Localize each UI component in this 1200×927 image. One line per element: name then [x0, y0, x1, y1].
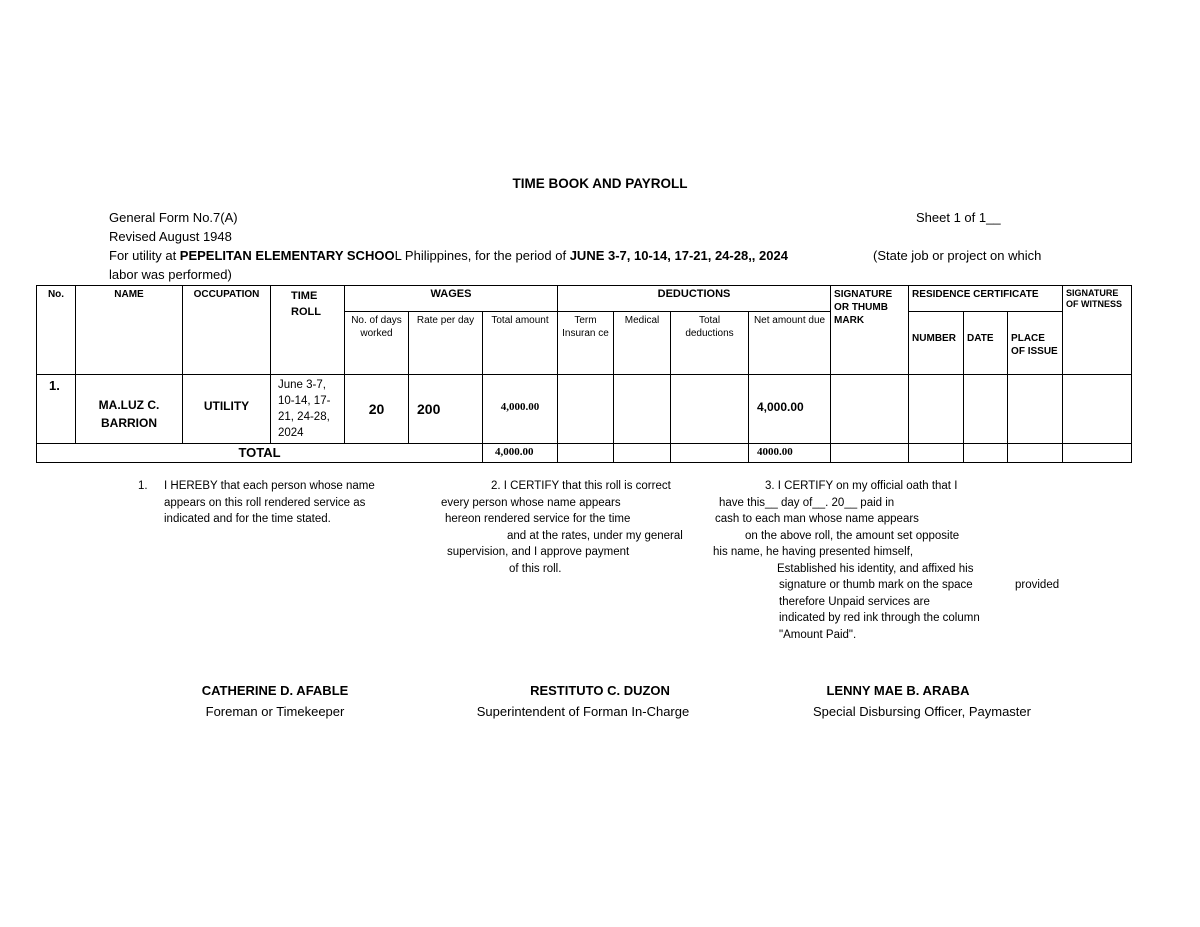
row-days-worked: 20	[345, 375, 409, 444]
cert2-line5: supervision, and I approve payment	[447, 546, 630, 558]
cert2-line2: every person whose name appears	[441, 496, 621, 509]
cert3-line4: on the above roll, the amount set opposite	[745, 529, 960, 542]
cert1-number: 1.	[138, 480, 148, 492]
row-total-amount: 4,000.00	[483, 375, 558, 444]
row-name: MA.LUZ C. BARRION	[76, 375, 183, 444]
signatory-paymaster-role: Special Disbursing Officer, Paymaster	[813, 704, 1031, 719]
header-date: DATE	[964, 312, 1008, 375]
header-witness: SIGNATURE OF WITNESS	[1063, 286, 1132, 375]
cert2-line4: and at the rates, under my general	[507, 529, 683, 542]
cert3-line2: have this__ day of__. 20__ paid in	[719, 496, 895, 509]
signatory-paymaster-name: LENNY MAE B. ARABA	[826, 683, 970, 698]
total-net-amount: 4000.00	[749, 444, 831, 463]
row-no: 1.	[37, 375, 76, 444]
header-deductions: DEDUCTIONS	[558, 286, 831, 312]
total-amount: 4,000.00	[483, 444, 558, 463]
total-witness	[1063, 444, 1132, 463]
header-time-roll: TIME ROLL	[271, 286, 345, 375]
total-row	[37, 444, 1132, 463]
header-wages: WAGES	[345, 286, 558, 312]
row-term-insurance	[558, 375, 614, 444]
header-occupation: OCCUPATION	[183, 286, 271, 375]
cert2-line1: 2. I CERTIFY that this roll is correct	[491, 480, 671, 492]
total-term-insurance	[558, 444, 614, 463]
header-residence-certificate: RESIDENCE CERTIFICATE	[909, 286, 1063, 312]
total-medical	[614, 444, 671, 463]
header-total-deductions: Total deductions	[671, 312, 749, 375]
header-place-of-issue: PLACE OF ISSUE	[1008, 312, 1063, 375]
row-witness	[1063, 375, 1132, 444]
row-cert-number	[909, 375, 964, 444]
row-net-amount: 4,000.00	[749, 375, 831, 444]
header-medical: Medical	[614, 312, 671, 375]
header-rate-per-day: Rate per day	[409, 312, 483, 375]
header-total-amount: Total amount	[483, 312, 558, 375]
row-time-roll: June 3-7, 10-14, 17-21, 24-28, 2024	[271, 375, 345, 444]
cert2-line6: of this roll.	[509, 562, 562, 575]
school-name: PEPELITAN ELEMENTARY SCHOO	[179, 248, 395, 263]
cert3-line8: therefore Unpaid services are	[779, 595, 930, 608]
cert3-line6: Established his identity, and affixed his	[777, 562, 974, 575]
header-signature: SIGNATURE OR THUMB MARK	[831, 286, 909, 375]
payroll-table	[36, 285, 1132, 463]
total-label: TOTAL	[37, 444, 483, 463]
row-occupation: UTILITY	[183, 375, 271, 444]
signatory-foreman-role: Foreman or Timekeeper	[205, 704, 345, 719]
cert1-line2: appears on this roll rendered service as	[164, 496, 366, 509]
total-cert-place	[1008, 444, 1063, 463]
pay-period: JUNE 3-7, 10-14, 17-21, 24-28,, 2024	[569, 248, 788, 263]
utility-prefix: For utility at	[109, 248, 180, 263]
signatory-superintendent-role: Superintendent of Forman In-Charge	[476, 704, 690, 719]
sheet-number: Sheet 1 of 1__	[916, 210, 1001, 225]
cert1-line1: I HEREBY that each person whose name	[164, 480, 375, 492]
form-number: General Form No.7(A)	[109, 210, 238, 225]
cert3-line5: his name, he having presented himself,	[713, 546, 914, 558]
total-cert-number	[909, 444, 964, 463]
state-job-note: (State job or project on which	[873, 248, 1042, 263]
cert3-line7-provided: provided	[1015, 579, 1060, 591]
cert3-line3: cash to each man whose name appears	[715, 513, 919, 525]
row-cert-date	[964, 375, 1008, 444]
row-medical	[614, 375, 671, 444]
utility-mid: L Philippines, for the period of	[394, 248, 570, 263]
header-days-worked: No. of days worked	[345, 312, 409, 375]
cert3-line10: "Amount Paid".	[779, 628, 857, 641]
total-signature	[831, 444, 909, 463]
document-title: TIME BOOK AND PAYROLL	[512, 176, 688, 191]
header-no: No.	[37, 286, 76, 375]
header-name: NAME	[76, 286, 183, 375]
cert3-line9: indicated by red ink through the column	[779, 612, 980, 624]
cert3-line1: 3. I CERTIFY on my official oath that I	[765, 480, 958, 492]
total-cert-date	[964, 444, 1008, 463]
revised-date: Revised August 1948	[109, 229, 232, 244]
row-cert-place	[1008, 375, 1063, 444]
table-row	[37, 375, 1132, 444]
header-number: NUMBER	[909, 312, 964, 375]
row-total-deductions	[671, 375, 749, 444]
cert1-line3: indicated and for the time stated.	[164, 513, 331, 525]
utility-line	[109, 248, 788, 263]
signatory-superintendent-name: RESTITUTO C. DUZON	[530, 683, 670, 698]
labor-note: labor was performed)	[109, 267, 232, 282]
row-signature	[831, 375, 909, 444]
cert3-line7: signature or thumb mark on the space	[779, 579, 973, 591]
row-rate-per-day: 200	[409, 375, 483, 444]
total-deductions	[671, 444, 749, 463]
signatory-foreman-name: CATHERINE D. AFABLE	[201, 683, 349, 698]
header-net-amount: Net amount due	[749, 312, 831, 375]
header-term-insurance: Term Insuran ce	[558, 312, 614, 375]
cert2-line3: hereon rendered service for the time	[445, 513, 631, 525]
